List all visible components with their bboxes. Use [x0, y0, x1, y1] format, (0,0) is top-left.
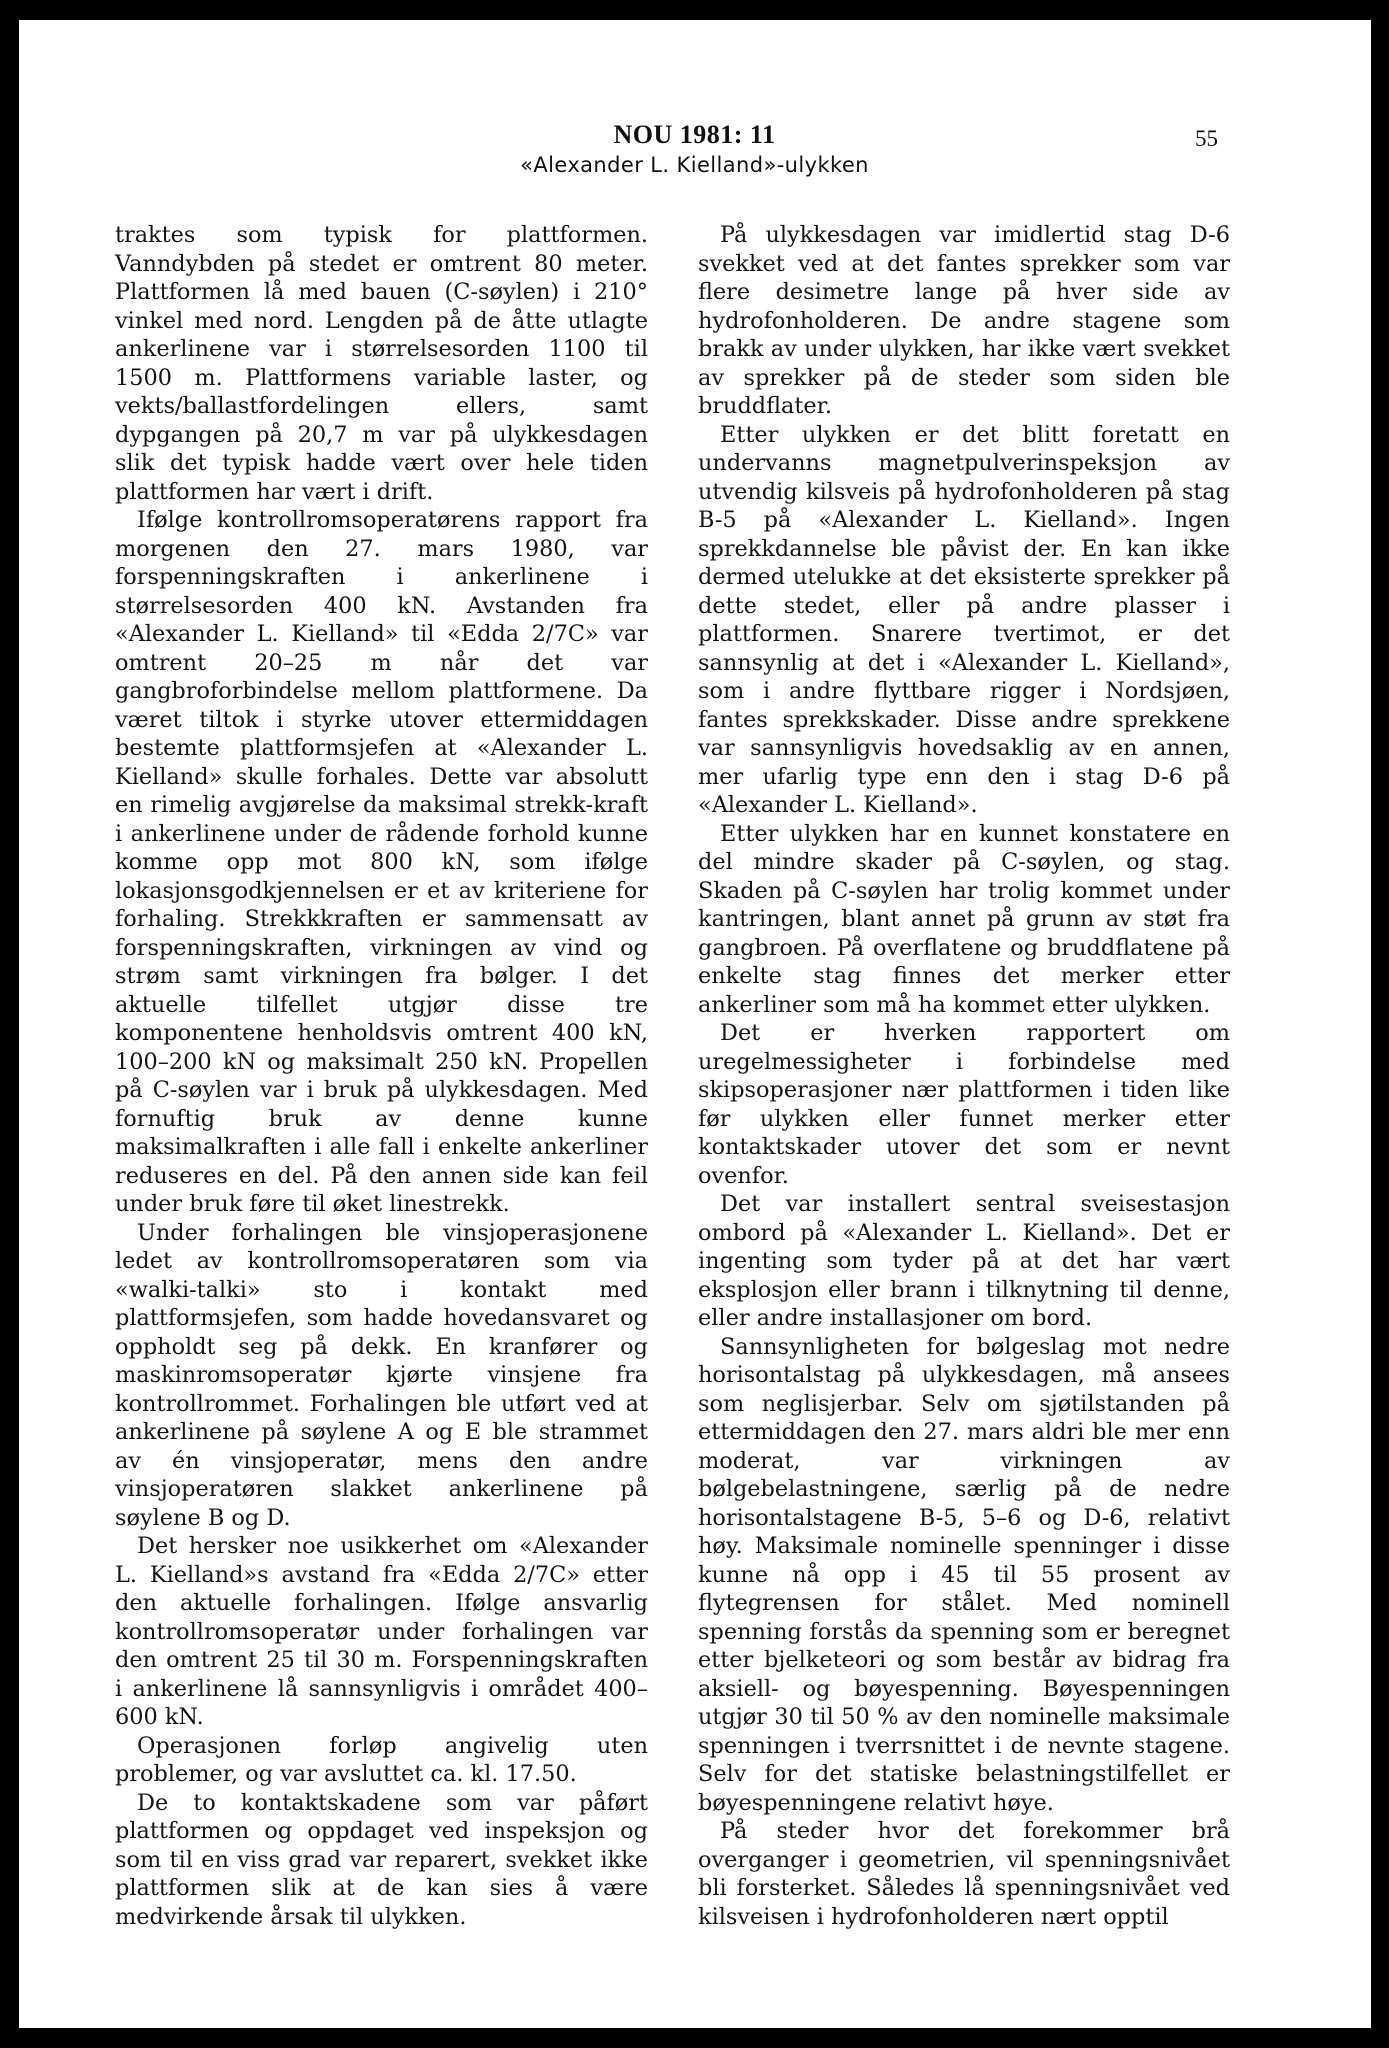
paragraph: Sannsynligheten for bølgeslag mot nedre horisontalstag på ulykkesdagen, må ansees som neglisjerbar. Selv om sjøtilstanden på ettermiddagen den 27. mars aldri ble mer enn moderat, var virkningen av bølgebelastningene, særlig på de nedre horisontalstagene B-5, 5–6 og D-6, relativt høy. Maksimale nominelle spenninger i disse kunne nå opp i 45 til 55 prosent av flytegrensen for stålet. Med nominell spenning forstås da spenning som er beregnet etter bjelketeori og som består av bidrag fra aksiell- og bøyespenning. Bøyespenningen utgjør 30 til 50 % av den nominelle maksimale spenningen i tverrsnittet i de nevnte stagene. Selv for det statiske belastningstilfellet er bøyespenningene relativt høye. — [698, 1333, 1230, 1816]
paragraph: Operasjonen forløp angivelig uten problemer, og var avsluttet ca. kl. 17.50. — [115, 1732, 648, 1787]
paragraph: Det var installert sentral sveisestasjon ombord på «Alexander L. Kielland». Det er ingenting som tyder på at det har vært eksplosjon eller brann i tilknytning til denne, eller andre installasjoner om bord. — [698, 1191, 1230, 1331]
paragraph: Det er hverken rapportert om uregelmessigheter i forbindelse med skipsoperasjoner nær plattformen i tiden like før ulykken eller funnet merker etter kontaktskader utover det som er nevnt ovenfor. — [698, 1020, 1230, 1189]
paragraph: Under forhalingen ble vinsjoperasjonene ledet av kontrollromsoperatøren som via «walki-talki» sto i kontakt med plattformsjefen, som hadde hovedansvaret og oppholdt seg på dekk. En kranfører og maskinromsoperatør kjørte vinsjene fra kontrollrommet. Forhalingen ble utført ved at ankerlinene på søylene A og E ble strammet av én vinsjoperatør, mens den andre vinsjoperatøren slakket ankerlinene på søylene B og D. — [115, 1219, 648, 1531]
report-subtitle: «Alexander L. Kielland»-ulykken — [520, 153, 869, 177]
right-column — [698, 221, 1230, 1931]
paragraph: Det hersker noe usikkerhet om «Alexander L. Kielland»s avstand fra «Edda 2/7C» etter den aktuelle forhalingen. Ifølge ansvarlig kontrollromsoperatør under forhalingen var den omtrent 25 til 30 m. Forspenningskraften i ankerlinene lå sannsynligvis i området 400–600 kN. — [115, 1533, 648, 1730]
left-column — [115, 221, 648, 1931]
paragraph: De to kontaktskadene som var påført plattformen og oppdaget ved inspeksjon og som til en viss grad var reparert, svekket ikke plattformen slik at de kan sies å være medvirkende årsak til ulykken. — [115, 1789, 648, 1930]
report-series-title: NOU 1981: 11 — [613, 120, 776, 149]
paragraph: Ifølge kontrollromsoperatørens rapport fra morgenen den 27. mars 1980, var forspenningskraften i ankerlinene i størrelsesorden 400 kN. Avstanden fra «Alexander L. Kielland» til «Edda 2/7C» var omtrent 20–25 m når det var gangbroforbindelse mellom plattformene. Da været tiltok i styrke utover ettermiddagen bestemte plattformsjefen at «Alexander L. Kielland» skulle forhales. Dette var absolutt en rimelig avgjørelse da maksimal strekk-kraft i ankerlinene under de rådende forhold kunne komme opp mot 800 kN, som ifølge lokasjonsgodkjennelsen er et av kriteriene for forhaling. Strekkkraften er sammensatt av forspenningskraften, virkningen av vind og strøm samt virkningen fra bølger. I det aktuelle tilfellet utgjør disse tre komponentene henholdsvis omtrent 400 kN, 100–200 kN og maksimalt 250 kN. Propellen på C-søylen var i bruk på ulykkesdagen. Med fornuftig bruk av denne kunne maksimalkraften i alle fall i enkelte ankerliner reduseres en del. På den annen side kan feil under bruk føre til øket linestrekk. — [115, 507, 648, 1217]
paragraph: Etter ulykken har en kunnet konstatere en del mindre skader på C-søylen, og stag. Skaden på C-søylen har trolig kommet under kantringen, blant annet på grunn av støt fra gangbroen. På overflatene og bruddflatene på enkelte stag finnes det merker etter ankerliner som må ha kommet etter ulykken. — [698, 820, 1230, 1018]
paragraph: På steder hvor det forekommer brå overganger i geometrien, vil spenningsnivået bli forsterket. Således lå spenningsnivået ved kilsveisen i hydrofonholderen nært opptil — [698, 1818, 1230, 1930]
page-number: 55 — [1195, 126, 1218, 151]
paragraph: Etter ulykken er det blitt foretatt en undervanns magnetpulverinspeksjon av utvendig kilsveis på hydrofonholderen på stag B-5 på «Alexander L. Kielland». Ingen sprekkdannelse ble påvist der. En kan ikke dermed utelukke at det eksisterte sprekker på dette stedet, eller på andre plasser i plattformen. Snarere tvertimot, er det sannsynlig at det i «Alexander L. Kielland», som i andre flyttbare rigger i Nordsjøen, fantes sprekkskader. Disse andre sprekkene var sannsynligvis hovedsaklig av en annen, mer ufarlig type enn den i stag D-6 på «Alexander L. Kielland». — [698, 421, 1230, 818]
paragraph: På ulykkesdagen var imidlertid stag D-6 svekket ved at det fantes sprekker som var flere desimetre lange på hver side av hydrofonholderen. De andre stagene som brakk av under ulykken, har ikke vært svekket av sprekker på de steder som siden ble bruddflater. — [698, 222, 1230, 419]
paragraph: traktes som typisk for plattformen. Vanndybden på stedet er omtrent 80 meter. Plattformen lå med bauen (C-søylen) i 210° vinkel med nord. Lengden på de åtte utlagte ankerlinene var i størrelsesorden 1100 til 1500 m. Plattformens variable laster, og vekts/ballastfordelingen ellers, samt dypgangen på 20,7 m var på ulykkesdagen slik det typisk hadde vært over hele tiden plattformen har vært i drift. — [115, 222, 648, 505]
